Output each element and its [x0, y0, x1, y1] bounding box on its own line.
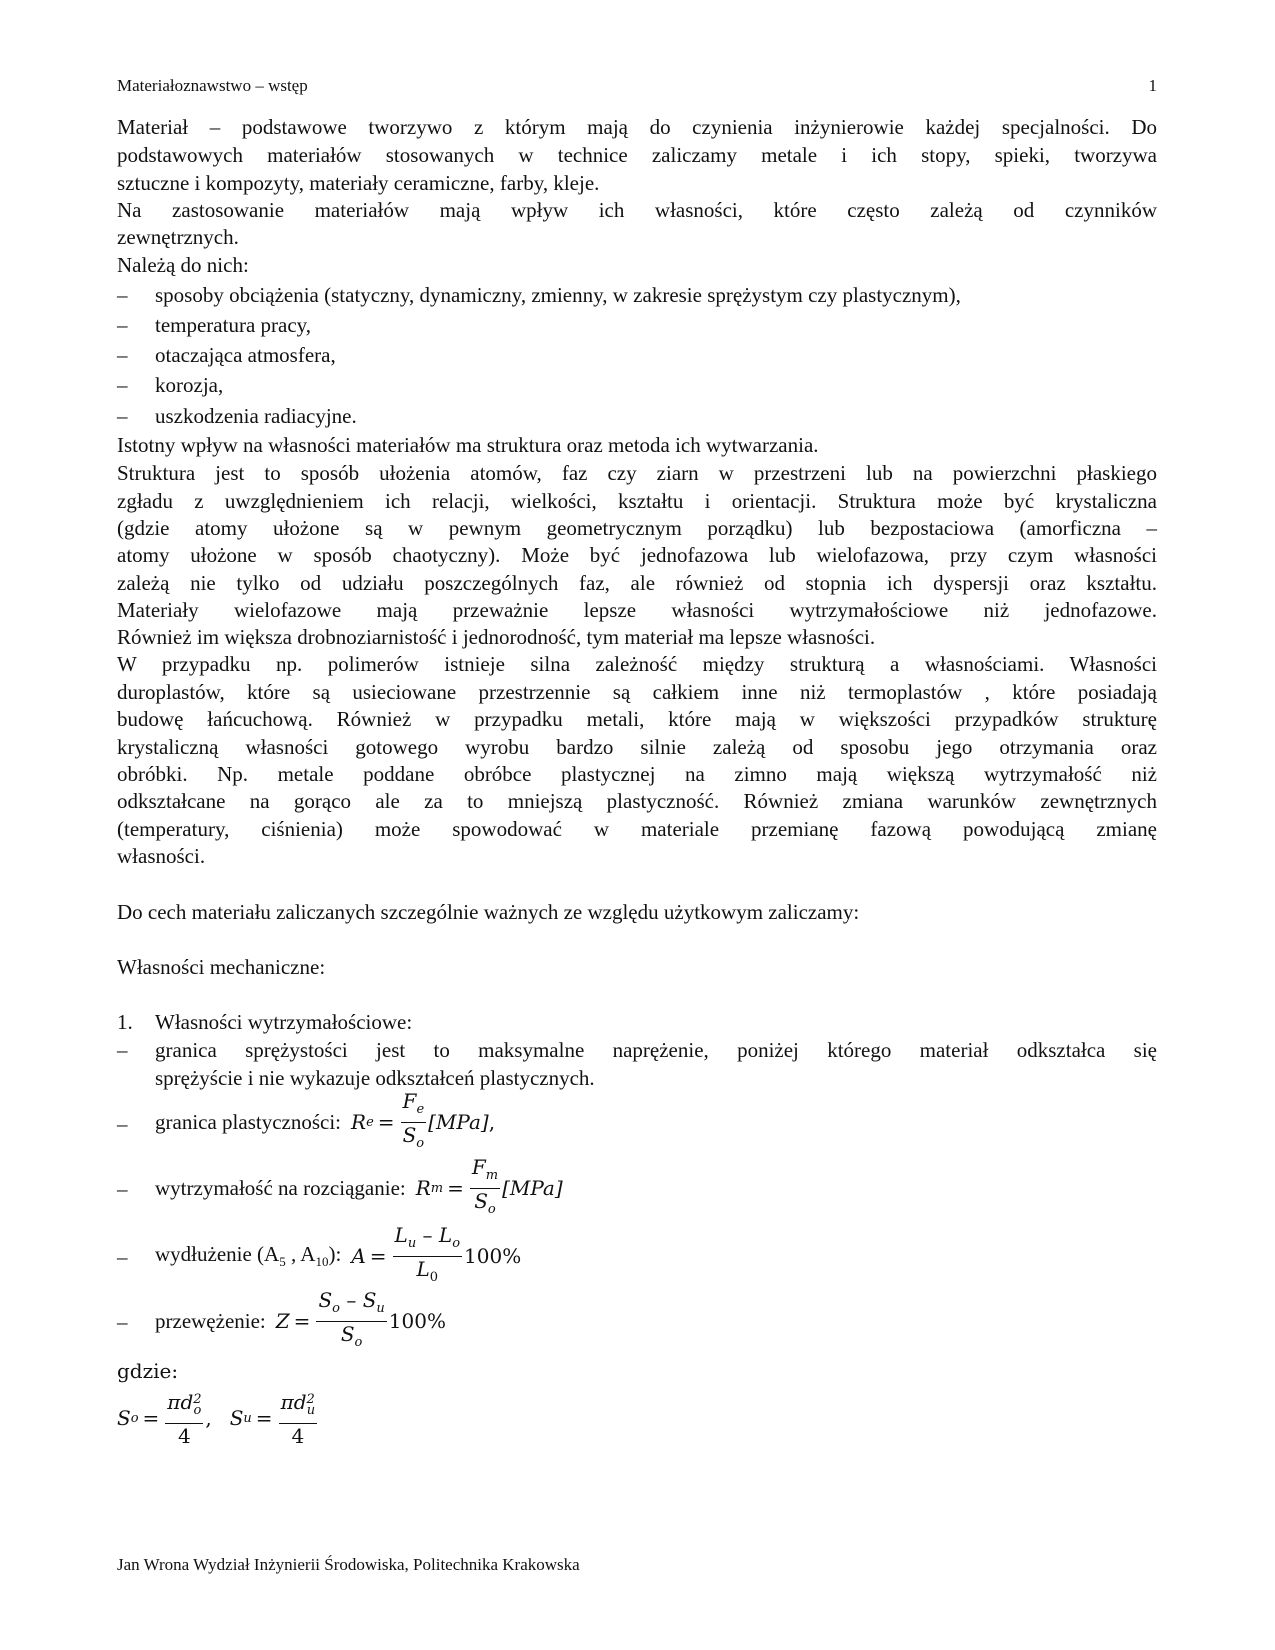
paragraph-line: odkształcane na gorąco ale za to mniejszą plastyczność. Również zmiana warunków zewnętrznych: [117, 789, 1157, 813]
page-header: [117, 76, 1157, 100]
paragraph-line: (gdzie atomy ułożone są w pewnym geometrycznym porządku) lub bezpostaciowa (amorficzna –: [117, 516, 1157, 540]
paragraph-line: Materiały wielofazowe mają przeważnie lepsze własności wytrzymałościowe niż jednofazowe.: [117, 598, 1157, 622]
paragraph-line: sztuczne i kompozyty, materiały ceramiczne, farby, kleje.: [117, 171, 600, 195]
header-title: Materiałoznawstwo – wstęp: [117, 76, 308, 95]
paragraph-line: krystaliczną własności gotowego wyrobu bardzo silnie zależą od sposobu jego otrzymania oraz: [117, 735, 1157, 759]
paragraph-line: zgładu z uwzględnieniem ich relacji, wielkości, kształtu i orientacji. Struktura może być krystaliczna: [117, 489, 1157, 513]
list-number: 1.: [117, 1010, 133, 1034]
paragraph-line: W przypadku np. polimerów istnieje silna zależność między strukturą a własnościami. Własności: [117, 652, 1157, 676]
paragraph-line: Należą do nich:: [117, 253, 249, 277]
paragraph-line: własności.: [117, 844, 206, 868]
paragraph-line: podstawowych materiałów stosowanych w technice zaliczamy metale i ich stopy, spieki, tworzywa: [117, 143, 1157, 167]
paragraph-line: zależą nie tylko od udziału poszczególnych faz, ale również od stopnia ich dyspersji oraz kształtu.: [117, 571, 1157, 595]
paragraph-line: obróbki. Np. metale poddane obróbce plastycznej na zimno mają większą wytrzymałość niż: [117, 762, 1157, 786]
area-formulas: S o = $\frac{\pi d^2_o}{4}$ , S u = $\frac{\pi d^2_u}{4}$: [117, 1390, 316, 1448]
tensile-formula: R m = $\frac{F_m}{S_o}$ [MPa]: [416, 1155, 563, 1222]
list-item-continuation: sprężyście i nie wykazuje odkształceń plastycznych.: [155, 1066, 595, 1090]
paragraph-line: Materiał – podstawowe tworzywo z którym mają do czynienia inżynierowie każdej specjalności. Do: [117, 115, 1157, 139]
dash-bullet-icon: –: [117, 1038, 128, 1062]
page-number: 1: [1148, 76, 1157, 95]
list-item: korozja,: [155, 373, 224, 397]
fraction: $\frac{\pi d^2_u}{4}$: [280, 1390, 316, 1448]
list-item: temperatura pracy,: [155, 313, 312, 337]
paragraph-line: atomy ułożone w sposób chaotyczny). Może być jednofazowa lub wielofazowa, przy czym własności: [117, 543, 1157, 567]
fraction: $\frac{\pi d^2_o}{4}$: [167, 1390, 202, 1448]
item-label: granica plastyczności:: [155, 1109, 342, 1134]
subsection-heading: Własności wytrzymałościowe:: [155, 1010, 413, 1034]
yield-formula: R e = $\frac{F_e}{S_o}$ [MPa] ,: [351, 1089, 495, 1156]
where-label: gdzie:: [117, 1359, 179, 1383]
fraction: $\frac{S_o - S_u}{S_o}$: [318, 1287, 385, 1350]
paragraph-line: Istotny wpływ na własności materiałów ma struktura oraz metoda ich wytwarzania.: [117, 433, 819, 457]
paragraph-line: (temperatury, ciśnienia) może spowodować w materiale przemianę fazową powodującą zmianę: [117, 817, 1157, 841]
elongation-item: [155, 1222, 522, 1286]
dash-bullet-icon: –: [117, 313, 128, 337]
dash-bullet-icon: –: [117, 1112, 128, 1136]
dash-bullet-icon: –: [117, 373, 128, 397]
paragraph-line: budowę łańcuchową. Również w przypadku metali, które mają w większości przypadków strukturę: [117, 707, 1157, 731]
paragraph-line: duroplastów, które są usieciowane przestrzennie są całkiem inne niż termoplastów , które posiadają: [117, 680, 1157, 704]
paragraph-line: Również im większa drobnoziarnistość i jednorodność, tym materiał ma lepsze własności.: [117, 625, 876, 649]
reduction-item: [155, 1287, 446, 1351]
fraction: $\frac{L_u - L_o}{L_0}$: [394, 1222, 461, 1285]
item-label: wydłużenie ($A_5$ , $A_{10}$):: [155, 1241, 342, 1270]
elongation-formula: A = $\frac{L_u - L_o}{L_0}$ 100%: [351, 1223, 521, 1290]
item-label: wytrzymałość na rozciąganie:: [155, 1175, 406, 1200]
section-heading: Własności mechaniczne:: [117, 955, 326, 979]
list-item: uszkodzenia radiacyjne.: [155, 404, 357, 428]
list-item: sposoby obciążenia (statyczny, dynamiczny, zmienny, w zakresie sprężystym czy plastycznym),: [155, 283, 961, 307]
fraction: $\frac{F_e}{S_o}$: [402, 1088, 425, 1151]
paragraph-line: Na zastosowanie materiałów mają wpływ ich własności, które często zależą od czynników: [117, 198, 1157, 222]
paragraph-line: zewnętrznych.: [117, 225, 239, 249]
dash-bullet-icon: –: [117, 404, 128, 428]
dash-bullet-icon: –: [117, 1310, 128, 1334]
dash-bullet-icon: –: [117, 1177, 128, 1201]
reduction-formula: Z = $\frac{S_o - S_u}{S_o}$ 100%: [276, 1288, 446, 1355]
features-intro: Do cech materiału zaliczanych szczególnie ważnych ze względu użytkowym zaliczamy:: [117, 900, 860, 924]
page-footer: Jan Wrona Wydział Inżynierii Środowiska, Politechnika Krakowska: [117, 1555, 580, 1574]
yield-strength-item: [155, 1088, 496, 1152]
item-label: przewężenie:: [155, 1308, 266, 1333]
dash-bullet-icon: –: [117, 1245, 128, 1269]
paragraph-line: Struktura jest to sposób ułożenia atomów, faz czy ziarn w przestrzeni lub na powierzchni płaskiego: [117, 461, 1157, 485]
dash-bullet-icon: –: [117, 283, 128, 307]
tensile-strength-item: [155, 1154, 563, 1218]
fraction: $\frac{F_m}{S_o}$: [471, 1154, 499, 1217]
dash-bullet-icon: –: [117, 343, 128, 367]
list-item: otaczająca atmosfera,: [155, 343, 336, 367]
list-item: granica sprężystości jest to maksymalne naprężenie, poniżej którego materiał odkształca się: [155, 1038, 1157, 1062]
